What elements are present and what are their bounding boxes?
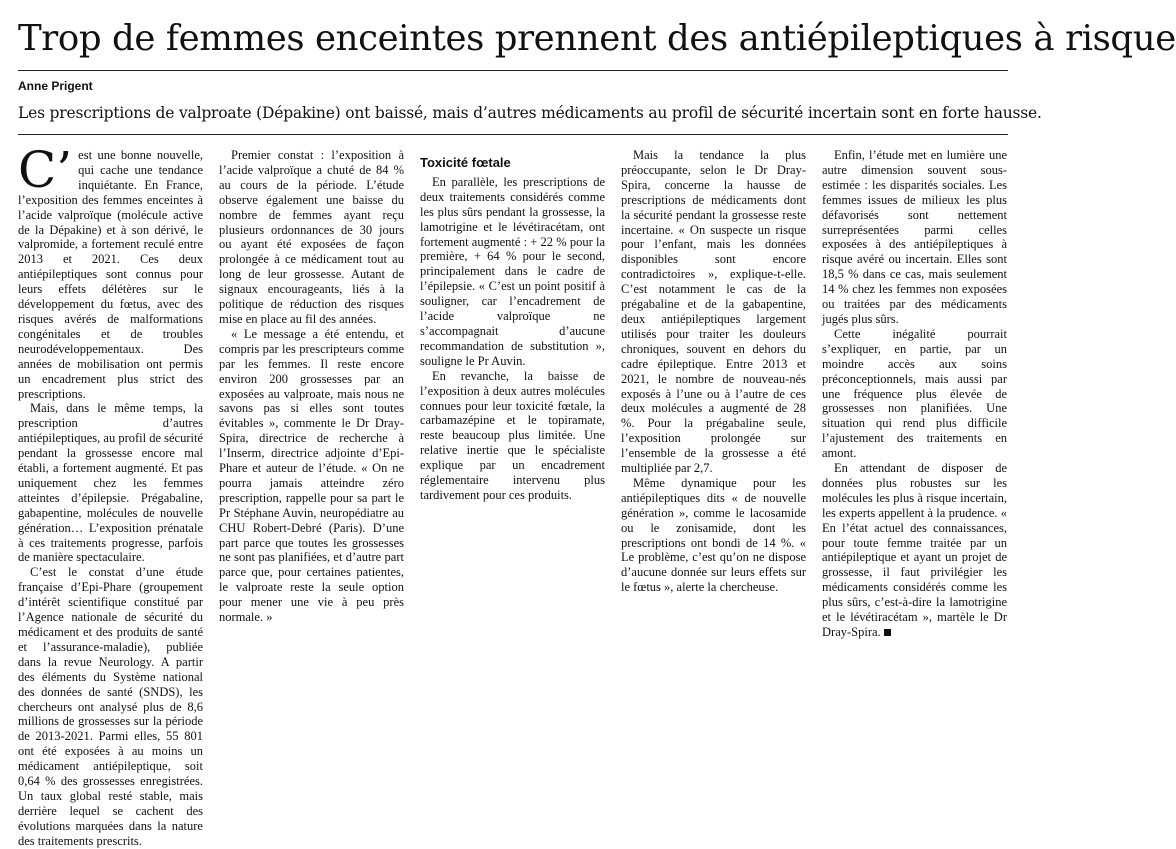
- headline: Trop de femmes enceintes prennent des antiépileptiques à risque: [18, 18, 1176, 59]
- subheading: Toxicité fœtale: [420, 155, 511, 170]
- drop-cap: C’: [18, 141, 73, 199]
- paragraph: En parallèle, les prescriptions de deux traitements considérés comme les plus sûrs pendant la grossesse, la lamotrigine et le lévétiracétam, ont fortement augmenté : + 22 % pour la première, + 64 % pour le second, principalement dans le cadre de l’épilepsie. « C’est un point positif à souligner, car l’encadrement de l’acide valproïque ne s’accompagnait d’aucune recommandation de substitution », souligne le Pr Auvin.: [420, 174, 605, 368]
- paragraph: Mais, dans le même temps, la prescription d’autres antiépileptiques, au profil de sécurité pendant la grossesse encore mal établi, a fortement augmenté. Et pas uniquement chez les femmes atteintes d’épilepsie. Prégabaline, gabapentine, molécules de nouvelle génération… L’exposition prénatale à ces traitements progresse, parfois de manière spectaculaire.: [18, 401, 204, 565]
- paragraph: Enfin, l’étude met en lumière une autre dimension souvent sous-estimée : les disparités sociales. Les femmes issues de milieux les plus défavorisés sont nettement surreprésentées parmi celles exposées à des antiépileptiques à risque avéré ou incertain. Elles sont 18,5 % dans ce cas, mais seulement 14 % chez les femmes non exposées ou traitées par des médicaments jugés plus sûrs.: [822, 148, 1007, 326]
- article-column-5: [822, 148, 1007, 639]
- standfirst: Les prescriptions de valproate (Dépakine) ont baissé, mais d’autres médicaments au profil de sécurité incertain sont en forte hausse.: [18, 104, 1042, 122]
- divider: [18, 70, 1008, 71]
- divider: [18, 134, 1008, 135]
- paragraph: Mais la tendance la plus préoccupante, selon le Dr Dray-Spira, concerne la hausse de prescriptions de médicaments dont la sécurité pendant la grossesse reste incertaine. « On suspecte un risque pour l’enfant, mais les données disponibles sont encore contradictoires », explique-t-elle. C’est notamment le cas de la prégabaline et de la gabapentine, deux antiépileptiques largement utilisés pour traiter les douleurs chroniques, souvent en dehors du cadre épileptique. Entre 2013 et 2021, le nombre de nouveau-nés exposés à l’une ou à l’autre de ces deux molécules a augmenté de 28 %. Pour la prégabaline seule, l’exposition prolongée sur l’ensemble de la grossesse a été multipliée par 2,7.: [621, 148, 806, 476]
- end-mark: [884, 629, 891, 636]
- article-column-3: [420, 148, 605, 528]
- article-column-4: [621, 148, 806, 595]
- paragraph: C’est le constat d’une étude française d’Epi-Phare (groupement d’intérêt scientifique constitué par l’Agence nationale de sécurité du médicament et des produits de santé et l’assurance-maladie), publiée dans la revue Neurology. A partir des éléments du Système national des données de santé (SNDS), les chercheurs ont analysé plus de 8,6 millions de grossesses sur la période de 2013-2021. Parmi elles, 55 801 ont été exposées à au moins un médicament antiépileptique, soit 0,64 % des grossesses enregistrées. Un taux global resté stable, mais derrière lequel se cachent des évolutions marquées dans la nature des traitements prescrits.: [18, 565, 203, 848]
- article-column-1: [18, 141, 204, 848]
- byline: Anne Prigent: [18, 79, 93, 93]
- paragraph: « Le message a été entendu, et compris par les prescripteurs comme par les femmes. Il reste encore environ 200 grossesses par an exposées au valproate, mais nous ne savons pas si elles sont toutes évitables », commente le Dr Dray-Spira, directrice de recherche à l’Inserm, directrice adjointe d’Epi-Phare et auteur de l’étude. « On ne pourra jamais atteindre zéro prescription, rappelle pour sa part le Pr Stéphane Auvin, neuropédiatre au CHU Robert-Debré (Paris). D’une part parce que toutes les grossesses ne sont pas planifiées, et d’autre part parce que, pour certaines patientes, le valproate reste la seule option pour mener une vie à peu près normale. »: [219, 326, 404, 625]
- paragraph: En attendant de disposer de données plus robustes sur les molécules les plus à risque incertain, les experts appellent à la prudence. « En l’état actuel des connaissances, pour toute femme traitée par un antiépileptique et ayant un projet de grossesse, il faut privilégier les médicaments considérés comme les plus sûrs, c’est-à-dire la lamotrigine et le lévétiracétam », martèle le Dr Dray-Spira.: [822, 461, 1007, 639]
- article-column-2: [219, 148, 404, 625]
- paragraph: En revanche, la baisse de l’exposition à deux autres molécules connues pour leur toxicité fœtale, la carbamazépine et le topiramate, reste beaucoup plus limitée. Une relative inertie que le spécialiste explique par un encadrement réglementaire intervenu plus tardivement pour ces produits.: [420, 368, 605, 502]
- paragraph: Premier constat : l’exposition à l’acide valproïque a chuté de 84 % au cours de la période. L’étude observe également une baisse du nombre de femmes ayant reçu plusieurs ordonnances de 30 jours ou ayant été exposées de façon prolongée à ce médicament tout au long de leur grossesse. Autant de signaux encourageants, liés à la politique de réduction des risques mise en place au fil des années.: [219, 148, 404, 326]
- paragraph: C’ est une bonne nouvelle, qui cache une tendance inquiétante. En France, l’exposition des femmes enceintes à l’acide valproïque (molécule active de la Dépakine) et à son dérivé, le valpromide, a fortement reculé entre 2013 et 2021. Ces deux antiépileptiques sont connus pour leurs effets délétères sur le développement du fœtus, avec des risques avérés de malformations congénitales et de troubles neurodéveloppementaux. Des années de mobilisation ont permis un encadrement plus strict des prescriptions.: [18, 141, 203, 401]
- paragraph: Cette inégalité pourrait s’expliquer, en partie, par un moindre accès aux soins préconceptionnels, mais aussi par une fréquence plus élevée de grossesses non planifiées. Une situation qui rend plus difficile l’ajustement des traitements en amont.: [822, 326, 1007, 461]
- paragraph: Même dynamique pour les antiépileptiques dits « de nouvelle génération », comme le lacosamide ou le zonisamide, dont les prescriptions ont bondi de 14 %. « Le problème, c’est qu’on ne dispose d’aucune donnée sur leurs effets sur le fœtus », alerte la chercheuse.: [621, 475, 806, 595]
